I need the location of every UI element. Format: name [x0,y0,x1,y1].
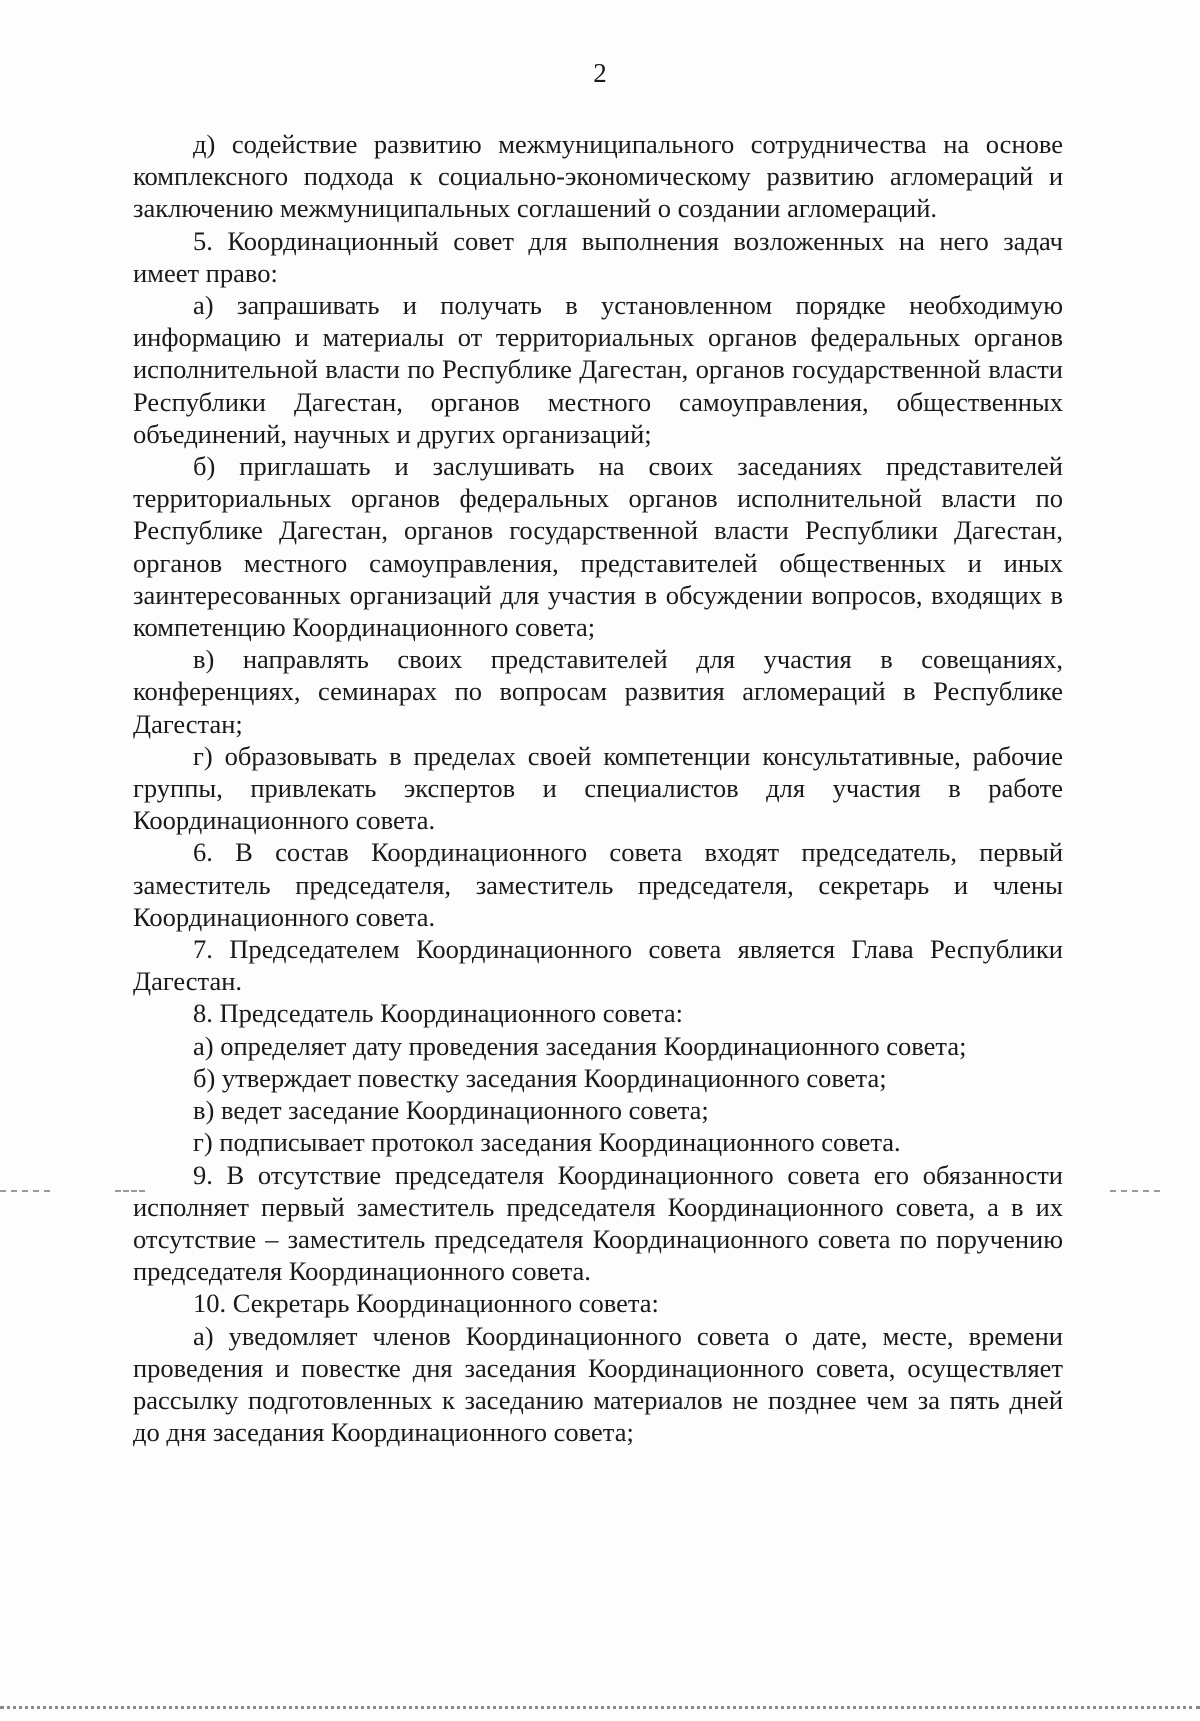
document-body [133,128,1063,1448]
scan-mark-left-inner [115,1190,145,1193]
paragraph-9-absence: 9. В отсутствие председателя Координационного совета его обязанности исполняет первый заместитель председателя Координационного совета, а в их отсутствие – заместитель председателя Координационного совета по поручению председателя Координационного совета. [133,1159,1063,1287]
paragraph-8a-date: а) определяет дату проведения заседания Координационного совета; [193,1030,967,1061]
paragraph-8v-lead-meeting: в) ведет заседание Координационного совета; [193,1095,709,1126]
paragraph-5g-form-groups: г) образовывать в пределах своей компетенции консультативные, рабочие группы, привлекать экспертов и специалистов для участия в работе Координационного совета. [133,740,1063,836]
paragraph-5a-request-info: а) запрашивать и получать в установленном порядке необходимую информацию и материалы от территориальных органов федеральных органов исполнительной власти по Республике Дагестан, органов государственной власти Республики Дагестан, органов местного самоуправления, общественных объединений, научных и других организаций; [133,290,1063,449]
paragraph-6-composition: 6. В состав Координационного совета входят председатель, первый заместитель председателя, заместитель председателя, секретарь и члены Координационного совета. [133,837,1063,932]
paragraph-10a-notify-members: а) уведомляет членов Координационного совета о дате, месте, времени проведения и повестке дня заседания Координационного совета, осуществляет рассылку подготовленных к заседанию материалов не позднее чем за пять дней до дня заседания Координационного совета; [133,1320,1063,1448]
scan-bottom-edge [0,1706,1200,1713]
paragraph-5v-send-representatives: в) направлять своих представителей для участия в совещаниях, конференциях, семинарах по вопросам развития агломераций в Республике Дагестан; [133,644,1063,739]
paragraph-5b-invite-representatives: б) приглашать и заслушивать на своих заседаниях представителей территориальных органов федеральных органов исполнительной власти по Республике Дагестан, органов государственной власти Республики Дагестан, органов местного самоуправления, представителей общественных и иных заинтересованных организаций для участия в обсуждении вопросов, входящих в компетенцию Координационного совета; [133,451,1063,643]
paragraph-7-chairman: 7. Председателем Координационного совета является Глава Республики Дагестан. [133,934,1063,997]
paragraph-d-cooperation: д) содействие развитию межмуниципального сотрудничества на основе комплексного подхода к социально-экономическому развитию агломераций и заключению межмуниципальных соглашений о создании агломераций. [133,129,1063,224]
paragraph-10-secretary: 10. Секретарь Координационного совета: [193,1288,659,1319]
paragraph-8-chairman-duties: 8. Председатель Координационного совета: [193,998,683,1029]
paragraph-8b-agenda: б) утверждает повестку заседания Координационного совета; [193,1062,887,1093]
page-number: 2 [593,58,607,88]
paragraph-8g-sign-protocol: г) подписывает протокол заседания Координационного совета. [193,1127,901,1158]
paragraph-5-rights: 5. Координационный совет для выполнения возложенных на него задач имеет право: [133,225,1063,288]
scan-mark-right [1110,1190,1160,1193]
scan-mark-left [0,1190,50,1193]
